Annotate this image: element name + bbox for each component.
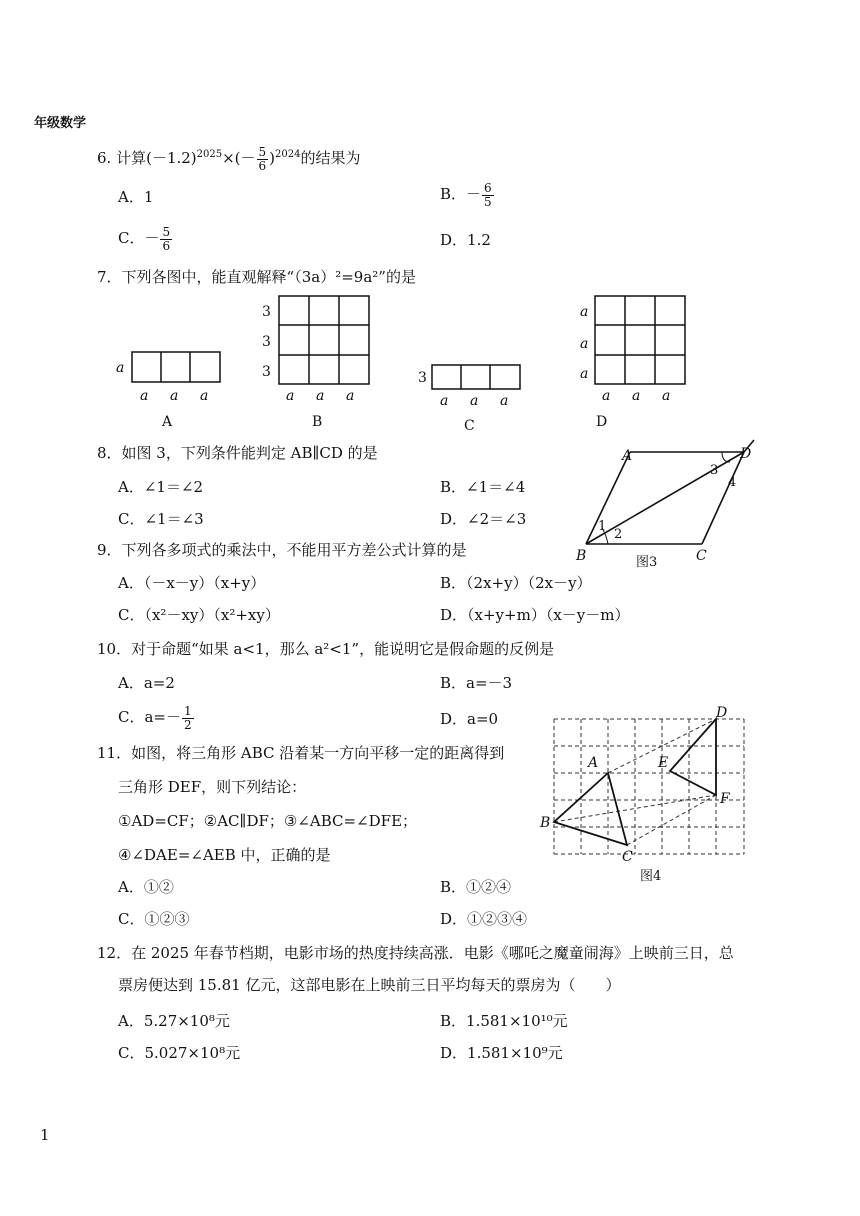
svg-text:B: B — [576, 548, 587, 564]
q10-option-c[interactable]: C．a=－ $\frac{1}{2}$ — [118, 704, 192, 732]
svg-text:C: C — [696, 548, 707, 564]
q8-option-a[interactable]: A．∠1＝∠2 — [118, 478, 204, 496]
q11-option-b[interactable]: B．①②④ — [440, 878, 512, 896]
q9-stem: 9．下列各多项式的乘法中，不能用平方差公式计算的是 — [97, 541, 467, 559]
q11-stem-line3: ①AD=CF；②AC∥DF；③∠ABC=∠DFE； — [118, 812, 418, 830]
svg-text:图4: 图4 — [640, 869, 662, 884]
svg-text:F: F — [720, 791, 730, 807]
svg-text:A: A — [588, 755, 599, 771]
svg-text:a: a — [200, 388, 209, 404]
q7-a-side: a — [116, 360, 125, 376]
q7-label-b: B — [312, 414, 323, 430]
q7-figure-d — [595, 296, 685, 384]
svg-text:D: D — [716, 705, 728, 721]
q10-option-b[interactable]: B．a=－3 — [440, 674, 513, 692]
svg-text:4: 4 — [728, 475, 737, 490]
q8-option-d[interactable]: D．∠2＝∠3 — [440, 510, 527, 528]
svg-text:3: 3 — [262, 304, 271, 320]
svg-text:B: B — [540, 815, 551, 831]
svg-text:a: a — [580, 366, 589, 382]
svg-text:a: a — [440, 393, 449, 409]
q11-stem-line4: ④∠DAE=∠AEB 中，正确的是 — [118, 846, 331, 864]
svg-text:a: a — [286, 388, 295, 404]
q7-label-a: A — [162, 414, 173, 430]
q9-option-c[interactable]: C．（x²－xy）（x²+xy） — [118, 606, 280, 624]
svg-text:a: a — [632, 388, 641, 404]
q7-figures — [0, 290, 860, 440]
svg-text:2: 2 — [614, 527, 623, 542]
q12-option-c[interactable]: C．5.027×10⁸元 — [118, 1044, 241, 1062]
svg-text:a: a — [470, 393, 479, 409]
svg-text:A: A — [622, 448, 633, 464]
q10-option-d[interactable]: D．a=0 — [440, 710, 499, 728]
q9-option-d[interactable]: D．（x+y+m）（x－y－m） — [440, 606, 630, 624]
svg-text:a: a — [140, 388, 149, 404]
svg-text:a: a — [316, 388, 325, 404]
svg-text:3: 3 — [418, 370, 427, 386]
page-header: 年级数学 — [34, 116, 87, 131]
q7-figure-a — [132, 352, 220, 382]
figure-4 — [540, 705, 760, 885]
q11-stem-line2: 三角形 DEF，则下列结论： — [118, 778, 307, 796]
svg-text:C: C — [622, 849, 633, 865]
q8-stem: 8．如图 3，下列条件能判定 AB∥CD 的是 — [97, 444, 378, 462]
q6-option-c[interactable]: C．－ $\frac{5}{6}$ — [118, 225, 171, 253]
q12-option-a[interactable]: A．5.27×10⁸元 — [118, 1012, 230, 1030]
q7-figure-b — [279, 296, 369, 384]
q6-fraction: $\frac{5}{6}$ — [258, 145, 267, 173]
svg-text:1: 1 — [598, 519, 607, 534]
q6-option-b[interactable]: B．－ $\frac{6}{5}$ — [440, 181, 492, 209]
svg-text:a: a — [580, 336, 589, 352]
svg-text:3: 3 — [262, 364, 271, 380]
q6-stem: 6. 计算$(-1.2)^{2025}\times(-$ $\frac{5}{6}$ )$^{2024}$的结果为 — [97, 145, 361, 173]
q7-figure-c — [432, 365, 520, 389]
svg-text:a: a — [580, 304, 589, 320]
q11-stem-line1: 11．如图，将三角形 ABC 沿着某一方向平移一定的距离得到 — [97, 744, 505, 762]
q7-stem: 7．下列各图中，能直观解释“（3a）²=9a²”的是 — [97, 268, 416, 286]
q12-stem-line1: 12．在 2025 年春节档期，电影市场的热度持续高涨．电影《哪吒之魔童闹海》上映前三日，总 — [97, 944, 734, 962]
figure-3 — [572, 440, 772, 580]
q8-option-b[interactable]: B．∠1＝∠4 — [440, 478, 526, 496]
q12-stem-line2: 票房便达到 15.81 亿元，这部电影在上映前三日平均每天的票房为（ ） — [118, 976, 621, 994]
svg-text:3: 3 — [710, 463, 719, 478]
q12-option-d[interactable]: D．1.581×10⁹元 — [440, 1044, 563, 1062]
svg-text:D: D — [740, 446, 752, 462]
q6-option-d[interactable]: D．1.2 — [440, 231, 491, 249]
page-number: 1 — [40, 1126, 50, 1144]
q9-option-b[interactable]: B．（2x+y）（2x－y） — [440, 574, 592, 592]
q11-option-d[interactable]: D．①②③④ — [440, 910, 528, 928]
q11-option-a[interactable]: A．①② — [118, 878, 174, 896]
svg-text:a: a — [170, 388, 179, 404]
svg-text:a: a — [346, 388, 355, 404]
q10-option-a[interactable]: A．a=2 — [118, 674, 175, 692]
q8-option-c[interactable]: C．∠1＝∠3 — [118, 510, 204, 528]
q7-label-d: D — [596, 414, 608, 430]
svg-text:a: a — [500, 393, 509, 409]
svg-text:3: 3 — [262, 334, 271, 350]
svg-text:a: a — [602, 388, 611, 404]
q7-label-c: C — [464, 418, 475, 434]
q10-stem: 10．对于命题“如果 a<1，那么 a²<1”，能说明它是假命题的反例是 — [97, 640, 555, 658]
q9-option-a[interactable]: A．（－x－y）（x+y） — [118, 574, 266, 592]
q6-option-a[interactable]: A．1 — [118, 188, 154, 206]
svg-text:E: E — [658, 755, 669, 771]
q11-option-c[interactable]: C．①②③ — [118, 910, 190, 928]
svg-text:图3: 图3 — [636, 555, 658, 570]
svg-text:a: a — [662, 388, 671, 404]
q12-option-b[interactable]: B．1.581×10¹⁰元 — [440, 1012, 568, 1030]
